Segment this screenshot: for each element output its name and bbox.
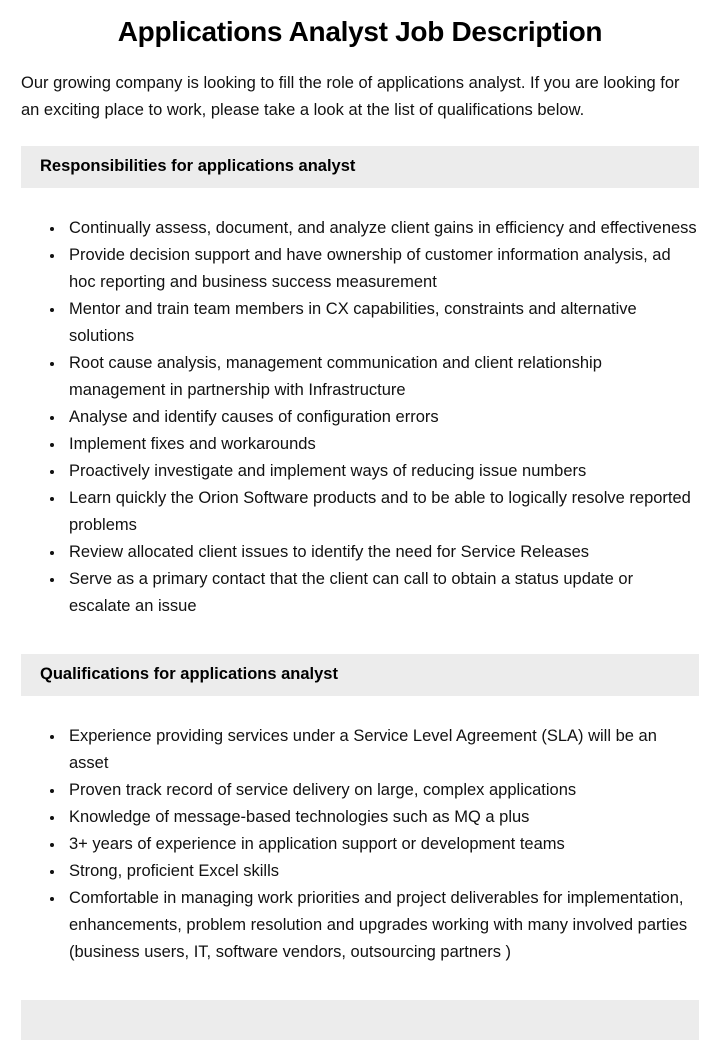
section-qualifications bbox=[21, 654, 699, 966]
section-heading-bar-responsibilities bbox=[21, 146, 699, 188]
bullet-item: • Mentor and train team members in CX capabilities, constraints and alternative solutions bbox=[65, 296, 699, 350]
bullet-item: • Strong, proficient Excel skills bbox=[65, 858, 699, 885]
bullet-item: • 3+ years of experience in application support or development teams bbox=[65, 831, 699, 858]
bullet-item: • Root cause analysis, management communication and client relationship management in partnership with Infrastructure bbox=[65, 350, 699, 404]
next-section-heading-bar-partial bbox=[21, 1000, 699, 1040]
bullet-item: • Continually assess, document, and analyze client gains in efficiency and effectiveness bbox=[65, 215, 699, 242]
bullet-item: • Provide decision support and have ownership of customer information analysis, ad hoc reporting and business success measurement bbox=[65, 242, 699, 296]
section-heading-bar-qualifications bbox=[21, 654, 699, 696]
bullet-item: • Review allocated client issues to identify the need for Service Releases bbox=[65, 539, 699, 566]
bullet-item: • Learn quickly the Orion Software products and to be able to logically resolve reported problems bbox=[65, 485, 699, 539]
responsibilities-bullet-list bbox=[21, 215, 699, 620]
section-heading-qualifications: Qualifications for applications analyst bbox=[40, 665, 338, 683]
section-responsibilities bbox=[21, 146, 699, 620]
intro-paragraph: Our growing company is looking to fill the role of applications analyst. If you are looking for an exciting place to work, please take a look at the list of qualifications below. bbox=[21, 74, 680, 119]
qualifications-bullet-list bbox=[21, 723, 699, 966]
bullet-item: • Proven track record of service delivery on large, complex applications bbox=[65, 777, 699, 804]
bullet-item: • Comfortable in managing work priorities and project deliverables for implementation, enhancements, problem resolution and upgrades working with many involved parties (business users, IT, software vendors, outsourcing partners ) bbox=[65, 885, 699, 966]
bullet-item: • Implement fixes and workarounds bbox=[65, 431, 699, 458]
page-title: Applications Analyst Job Description bbox=[117, 16, 603, 47]
section-heading-responsibilities: Responsibilities for applications analyst bbox=[40, 157, 356, 175]
bullet-item: • Experience providing services under a Service Level Agreement (SLA) will be an asset bbox=[65, 723, 699, 777]
bullet-item: • Knowledge of message-based technologies such as MQ a plus bbox=[65, 804, 699, 831]
bullet-item: • Serve as a primary contact that the client can call to obtain a status update or escalate an issue bbox=[65, 566, 699, 620]
bullet-item: • Proactively investigate and implement ways of reducing issue numbers bbox=[65, 458, 699, 485]
bullet-item: • Analyse and identify causes of configuration errors bbox=[65, 404, 699, 431]
